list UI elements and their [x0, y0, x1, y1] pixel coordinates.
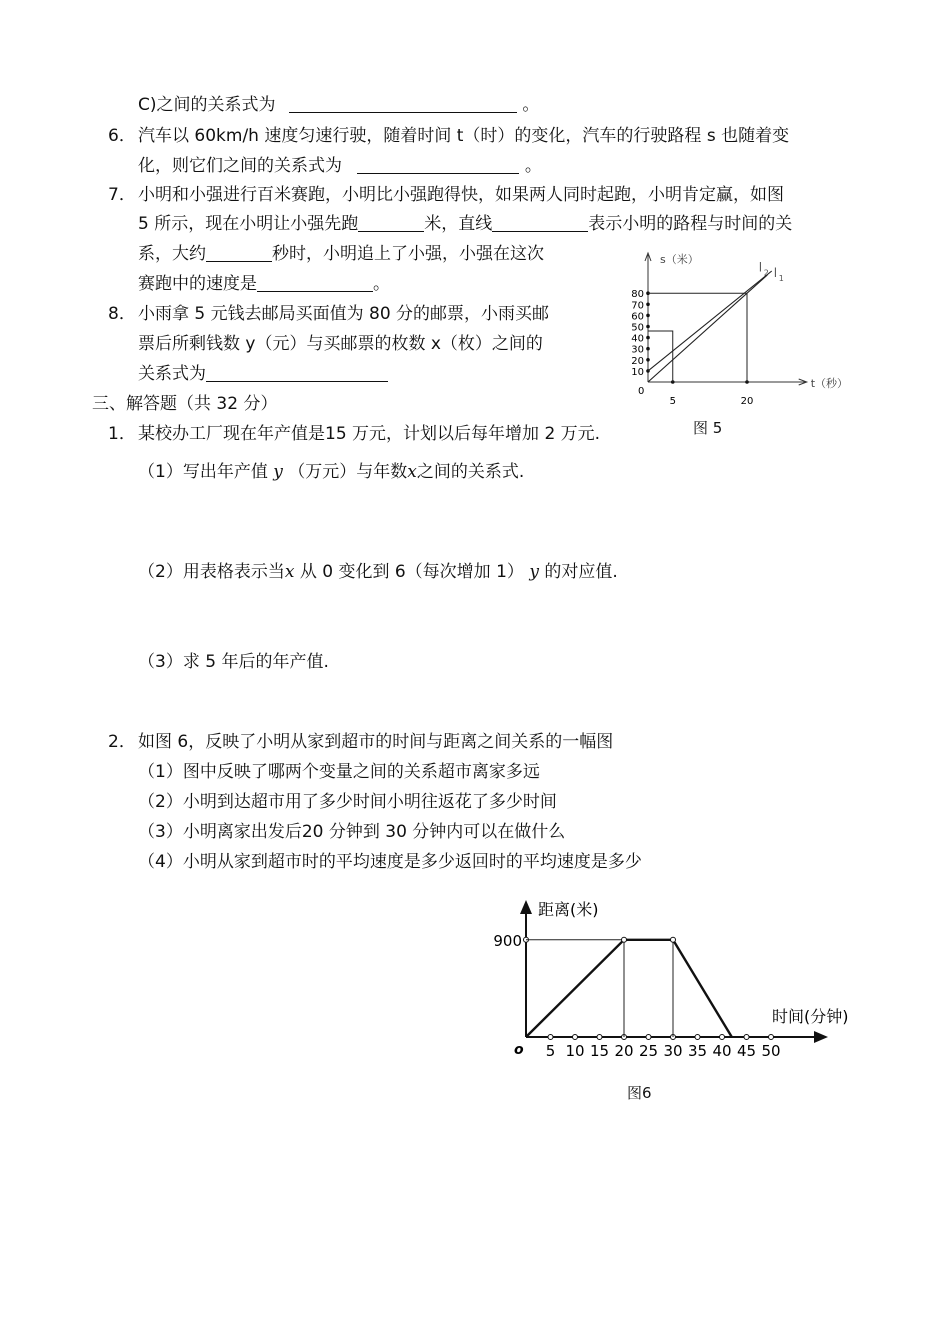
- y-tick-label: 10: [631, 366, 644, 378]
- p1-sub3: （3）求 5 年后的年产值.: [138, 652, 329, 672]
- q5-end: 。: [522, 95, 540, 115]
- q7-l2b: 米，直线: [424, 214, 493, 234]
- x-tick-label: 5: [669, 396, 676, 407]
- y-axis-label: s（米）: [660, 253, 699, 266]
- x-tick-dot: [597, 1035, 602, 1040]
- x-tick-label: 45: [736, 1042, 757, 1060]
- guide-line: [648, 331, 673, 382]
- x-tick-dot: [548, 1035, 553, 1040]
- p2-sub3: （3）小明离家出发后20 分钟到 30 分钟内可以在做什么: [138, 822, 566, 842]
- y-tick-label: 30: [631, 344, 644, 356]
- q8-line3: [138, 363, 388, 385]
- y-tick-label: 900: [493, 931, 522, 950]
- p1-number: 1．: [108, 424, 136, 444]
- q7-l3b: 秒时，小明追上了小强，小强在这次: [272, 244, 544, 264]
- p1-sub1a: （1）写出年产值: [138, 462, 268, 482]
- y-tick-label: 70: [631, 300, 644, 312]
- y-tick-dot: [646, 336, 650, 340]
- q7-l4a: 赛跑中的速度是: [138, 274, 257, 294]
- y-tick-dot: [646, 358, 650, 362]
- series-line-l2: [648, 275, 767, 382]
- p1-sub1: [138, 461, 524, 483]
- var-y: y: [529, 562, 539, 582]
- p1-sub2b: 从 0 变化到 6（每次增加 1）: [299, 562, 524, 582]
- p2-sub4: （4）小明从家到超市时的平均速度是多少返回时的平均速度是多少: [138, 852, 642, 872]
- q5-continuation: [138, 94, 539, 116]
- x-tick-dot: [720, 1035, 725, 1040]
- y-tick-label: 60: [631, 311, 644, 323]
- p1-sub2: [138, 561, 618, 583]
- series-label-l1: l: [773, 266, 778, 280]
- q7-number: 7．: [108, 185, 136, 205]
- x-axis-arrow: [814, 1031, 828, 1043]
- series-line-trip: [526, 940, 732, 1037]
- q7-line1: 小明和小强进行百米赛跑，小明比小强跑得快，如果两人同时起跑，小明肯定赢，如图: [138, 185, 784, 205]
- origin-label: 0: [638, 386, 645, 397]
- p2-number: 2．: [108, 732, 136, 752]
- q7-l4b: 。: [373, 274, 390, 294]
- q7-line-blank[interactable]: [492, 213, 588, 232]
- y-tick-dot: [646, 303, 650, 307]
- q8-number: 8．: [108, 304, 136, 324]
- y-tick-label: 80: [631, 289, 644, 301]
- figure6-caption: 图6: [627, 1084, 652, 1102]
- p2-text: 如图 6，反映了小明从家到超市的时间与距离之间关系的一幅图: [138, 732, 614, 752]
- y-tick-label: 50: [631, 322, 644, 334]
- x-tick-dot: [769, 1035, 774, 1040]
- series-point: [622, 937, 627, 942]
- x-tick-dot: [573, 1035, 578, 1040]
- x-tick-dot: [695, 1035, 700, 1040]
- q8-line2: 票后所剩钱数 y（元）与买邮票的枚数 x（枚）之间的: [138, 334, 543, 354]
- p1-sub1c: 之间的关系式.: [416, 462, 525, 482]
- section3-title: 三、解答题（共 32 分）: [92, 394, 278, 414]
- x-tick-label: 25: [638, 1042, 659, 1060]
- figure5-caption: 图 5: [693, 419, 723, 437]
- var-y: y: [273, 462, 283, 482]
- origin-label: o: [514, 1042, 524, 1058]
- series-point: [671, 937, 676, 942]
- q6-line1: 汽车以 60km/h 速度匀速行驶，随着时间 t（时）的变化，汽车的行驶路程 s 也随着变: [138, 126, 790, 146]
- x-tick-label: 5: [545, 1042, 556, 1060]
- q6-number: 6．: [108, 126, 136, 146]
- y-axis-label: 距离(米): [538, 900, 599, 919]
- var-x: x: [407, 462, 417, 482]
- y-tick-dot: [646, 314, 650, 318]
- q7-line4: [138, 273, 390, 295]
- x-tick-label: 30: [663, 1042, 683, 1060]
- p1-text: 某校办工厂现在年产值是15 万元，计划以后每年增加 2 万元.: [138, 424, 601, 444]
- x-axis-label: t（秒）: [810, 377, 849, 390]
- p2-sub2: （2）小明到达超市用了多少时间小明往返花了多少时间: [138, 792, 557, 812]
- x-tick-label: 15: [589, 1042, 610, 1060]
- q7-time-blank[interactable]: [206, 243, 272, 262]
- figure5-chart: [620, 245, 849, 415]
- y-tick-label: 40: [631, 333, 644, 345]
- x-tick-dot: [646, 1035, 651, 1040]
- x-tick-label: 10: [565, 1042, 585, 1060]
- q6-answer-blank[interactable]: [357, 155, 519, 174]
- q8-line3-text: 关系式为: [138, 364, 206, 384]
- x-tick-label: 35: [687, 1042, 708, 1060]
- q6-line2-text: 化，则它们之间的关系式为: [138, 156, 342, 176]
- q7-l3a: 系，大约: [138, 244, 206, 264]
- q6-line2: [138, 155, 542, 177]
- x-tick-label: 40: [712, 1042, 732, 1060]
- y-tick-dot: [646, 347, 650, 351]
- series-label-sub-l2: 2: [763, 268, 769, 278]
- p2-sub1: （1）图中反映了哪两个变量之间的关系超市离家多远: [138, 762, 540, 782]
- p1-sub2c: 的对应值.: [544, 562, 618, 582]
- p1-sub1b: （万元）与年数: [288, 462, 408, 482]
- q8-answer-blank[interactable]: [206, 363, 388, 382]
- series-label-l2: l: [758, 260, 763, 275]
- q7-l2a: 5 所示，现在小明让小强先跑: [138, 214, 359, 234]
- x-tick-label: 20: [740, 396, 754, 407]
- q7-l2c: 表示小明的路程与时间的关: [588, 214, 793, 234]
- var-x: x: [284, 562, 295, 582]
- q7-line2: [138, 213, 792, 235]
- q7-line3: [138, 243, 544, 265]
- y-axis-arrow: [520, 900, 532, 914]
- x-tick-dot: [744, 1035, 749, 1040]
- q6-end: 。: [524, 156, 542, 176]
- q5-text: C)之间的关系式为: [138, 95, 276, 115]
- q5-answer-blank[interactable]: [289, 94, 517, 113]
- series-line-l1: [648, 271, 772, 371]
- q8-line1: 小雨拿 5 元钱去邮局买面值为 80 分的邮票，小雨买邮: [138, 304, 550, 324]
- x-tick-label: 50: [761, 1042, 781, 1060]
- series-label-sub-l1: 1: [778, 274, 784, 283]
- y-tick-label: 20: [631, 355, 644, 367]
- q7-speed-blank[interactable]: [257, 273, 373, 292]
- p1-sub2a: （2）用表格表示当: [138, 562, 285, 582]
- figure6-chart: [480, 890, 880, 1075]
- q7-head-start-blank[interactable]: [358, 213, 424, 232]
- x-axis-label: 时间(分钟): [772, 1007, 849, 1026]
- x-tick-label: 20: [614, 1042, 634, 1060]
- y-tick-dot: [646, 325, 650, 329]
